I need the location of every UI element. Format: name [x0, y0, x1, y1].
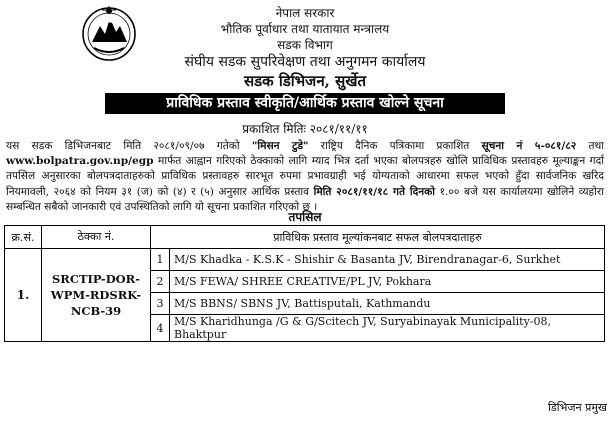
table-row — [5, 249, 605, 271]
header-country: नेपाल सरकार — [275, 6, 335, 20]
notice-number: सूचना नं ५-०८१/८२ — [481, 140, 577, 152]
published-date: प्रकाशित मितिः २०८१/११/११ — [242, 122, 368, 136]
header-contract: ठेक्का नं. — [42, 226, 151, 249]
bidder-name: M/S BBNS/ SBNS JV, Battisputali, Kathmandu — [170, 293, 605, 315]
notice-body: यस सडक डिभिजनबाट मिति २०८१/०९/०७ गतेको "मिसन टुडे" राष्ट्रिय दैनिक पत्रिकामा प्रकाशित सूचना नं ५-०८१/८२ तथा www.bolpatra.gov.np/egp मार्फत आह्वान गरिएको ठेक्काको लागि म्याद भित्र दर्ता भएका बोलपत्रहरु खोलि प्राविधिक प्रस्तावहरु मूल्याङ्कन गर्दा तपसिल अनुसारका बोलपत्रदाताहरुको प्राविधिक प्रस्तावहरु सारभूत रुपमा प्रभावग्राही भई योग्यताको आधारमा सफल भएको हुँदा सार्वजनिक खरिद नियमावली, २०६४ को नियम ३१ (ज) को (४) र (५) अनुसार आर्थिक प्रस्ताव मिति २०८१/११/१८ गते दिनको १.०० बजे यस कार्यालयमा खोलिने व्यहोरा सम्बन्धित सबैको जानकारी एवं उपस्थितिको लागि यो सूचना प्रकाशित गरिएको छ । — [6, 140, 605, 213]
bidder-name: M/S FEWA/ SHREE CREATIVE/PL JV, Pokhara — [170, 271, 605, 293]
notice-title-banner: प्राविधिक प्रस्ताव स्वीकृति/आर्थिक प्रस्ताव खोल्ने सूचना — [105, 93, 505, 114]
bidder-number: 4 — [151, 315, 170, 342]
bidder-number: 3 — [151, 293, 170, 315]
header-serial: क्र.सं. — [5, 226, 42, 249]
bidder-name: M/S Kharidhunga /G & G/Scitech JV, Suryabinayak Municipality-08, Bhaktpur — [170, 315, 605, 342]
newspaper-name: "मिसन टुडे" — [251, 140, 309, 152]
serial-number: 1. — [5, 249, 42, 342]
contract-number: SRCTIP-DOR-WPM-RDSRK-NCB-39 — [42, 249, 151, 342]
header-bidders: प्राविधिक प्रस्ताव मूल्यांकनबाट सफल बोलपत्रदाताहरु — [151, 226, 605, 249]
website-link[interactable]: www.bolpatra.gov.np/egp — [6, 155, 154, 168]
schedule-heading: तपसिल — [288, 210, 322, 224]
bidder-name: M/S Khadka - K.S.K - Shishir & Basanta JV, Birendranagar-6, Surkhet — [170, 249, 605, 271]
header-office: संघीय सडक सुपरिवेक्षण तथा अनुगमन कार्यालय — [184, 54, 426, 70]
bidder-number: 1 — [151, 249, 170, 271]
bidder-number: 2 — [151, 271, 170, 293]
table-header-row — [5, 226, 605, 249]
header-division: सडक डिभिजन, सुर्खेत — [243, 72, 367, 90]
opening-date: मिति २०८१/११/१८ गते दिनको — [313, 185, 435, 198]
header-department: सडक विभाग — [277, 38, 333, 52]
header-ministry: भौतिक पूर्वाधार तथा यातायात मन्त्रालय — [220, 22, 390, 36]
bidders-table — [4, 225, 605, 342]
signature-title: डिभिजन प्रमुख — [548, 401, 607, 414]
